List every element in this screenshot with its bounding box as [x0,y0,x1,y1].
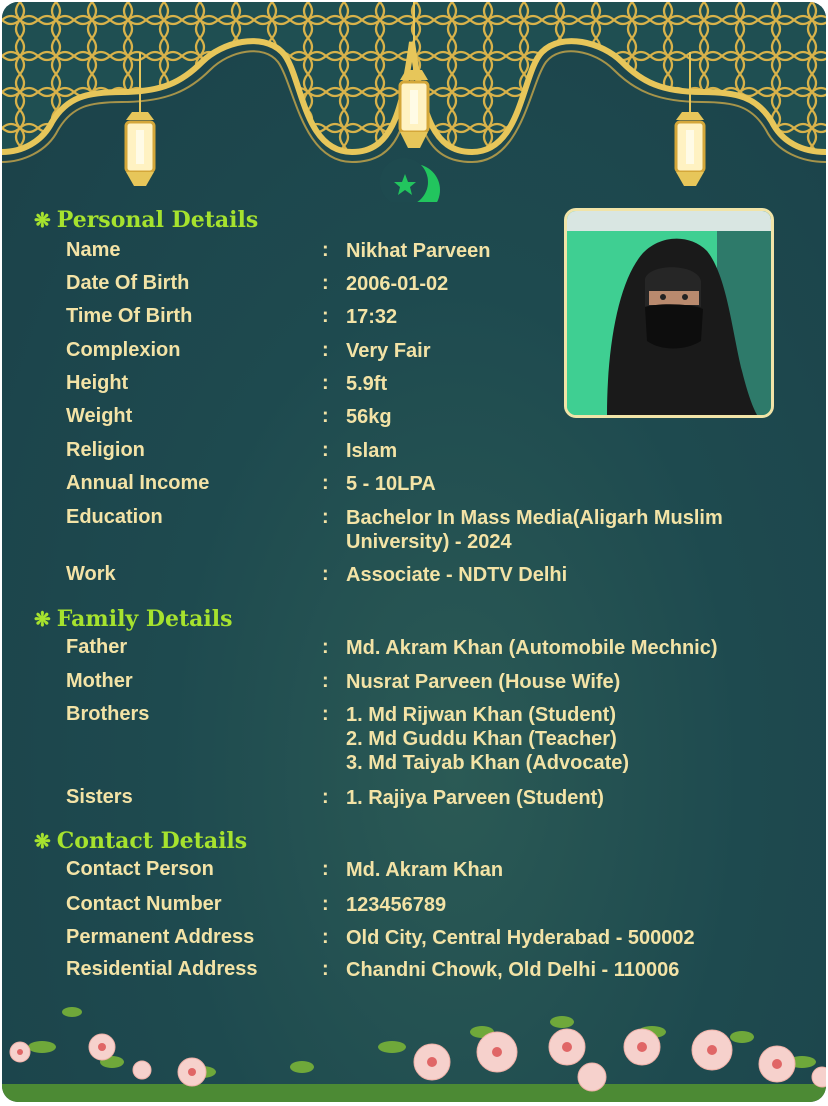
asterisk-flower-icon: ❋ [34,829,51,853]
row-weight: Weight : 56kg [66,405,392,428]
biodata-card [2,2,826,1102]
row-permanent-address: Permanent Address : Old City, Central Hyderabad - 500002 [66,926,695,949]
asterisk-flower-icon: ❋ [34,607,51,631]
header-arch-decoration [2,2,826,202]
row-mother: Mother : Nusrat Parveen (House Wife) [66,670,621,693]
row-height: Height : 5.9ft [66,372,388,395]
row-religion: Religion : Islam [66,439,398,462]
row-work: Work : Associate - NDTV Delhi [66,563,568,586]
row-contact-person: Contact Person : Md. Akram Khan [66,858,504,881]
row-time-of-birth: Time Of Birth : 17:32 [66,305,398,328]
row-complexion: Complexion : Very Fair [66,339,431,362]
row-date-of-birth: Date Of Birth : 2006-01-02 [66,272,449,295]
row-annual-income: Annual Income : 5 - 10LPA [66,472,436,495]
row-brothers: Brothers : 1. Md Rijwan Khan (Student) 2. Md Guddu Khan (Teacher) 3. Md Taiyab Khan (Advocate) [66,703,630,774]
row-sisters: Sisters : 1. Rajiya Parveen (Student) [66,786,604,809]
row-contact-number: Contact Number : 123456789 [66,893,447,916]
crescent-star-icon [380,158,440,202]
row-father: Father : Md. Akram Khan (Automobile Mechnic) [66,636,718,659]
row-residential-address: Residential Address : Chandni Chowk, Old Delhi - 110006 [66,958,680,981]
row-name: Name : Nikhat Parveen [66,239,491,262]
section-title-family: ❋ Family Details [34,606,233,632]
floral-footer-decoration [2,992,826,1102]
section-title-personal: ❋ Personal Details [34,207,259,233]
asterisk-flower-icon: ❋ [34,208,51,232]
row-education: Education : Bachelor In Mass Media(Aligarh Muslim University) - 2024 [66,506,723,553]
section-title-contact: ❋ Contact Details [34,828,248,854]
